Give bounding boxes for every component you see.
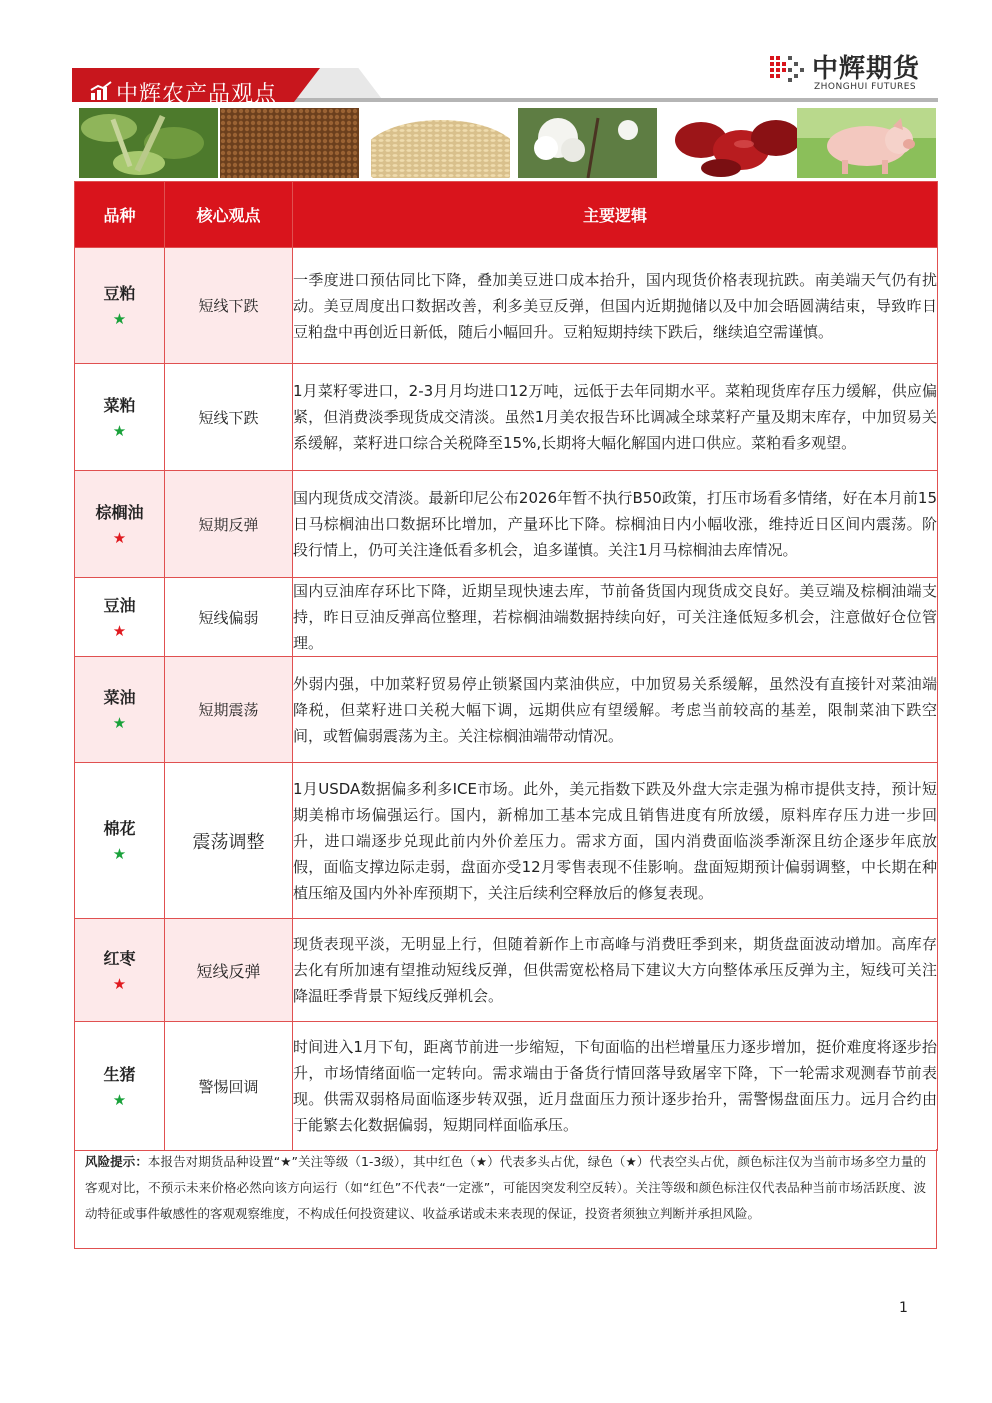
variety-cell — [75, 248, 165, 364]
core-view: 短线反弹 — [165, 919, 293, 1022]
star-icon: ★ — [112, 421, 127, 440]
cotton-image — [518, 108, 657, 178]
header-main-logic: 主要逻辑 — [293, 182, 938, 248]
table-row — [75, 657, 938, 763]
core-view: 短线下跌 — [165, 364, 293, 471]
title-banner-tail — [294, 68, 320, 102]
main-logic: 外弱内强，中加菜籽贸易停止锁紧国内菜油供应，中加贸易关系缓解，虽然没有直接针对菜油端降税，但菜籽进口关税大幅下调，远期供应有望缓解。考虑当前较高的基差，限制菜油下跌空间，或暂偏弱震荡为主。关注棕榈油端带动情况。 — [293, 657, 938, 763]
table-row — [75, 763, 938, 919]
header-core-view: 核心观点 — [165, 182, 293, 248]
variety-name: 菜油 — [103, 688, 136, 707]
star-icon: ★ — [112, 621, 127, 640]
table-row — [75, 1022, 938, 1151]
page-number: 1 — [899, 1300, 908, 1316]
core-view: 短线偏弱 — [165, 578, 293, 657]
risk-text: 本报告对期货品种设置“★”关注等级（1-3级），其中红色（★）代表多头占优，绿色（★）代表空头占优，颜色标注仅为当前市场多空力量的客观对比，不预示未来价格必然向该方向运行（如“红色”不代表“一定涨”，可能因突发利空反转）。关注等级和颜色标注仅代表品种当前市场活跃度、波动特征或事件敏感性的客观观察维度，不构成任何投资建议、收益承诺或未来表现的保证，投资者须独立判断并承担风险。 — [85, 1154, 926, 1221]
commodity-photo-strip — [79, 108, 937, 178]
title-banner — [72, 68, 294, 107]
soybean-pods-image — [79, 108, 218, 178]
table-row — [75, 578, 938, 657]
star-icon: ★ — [112, 528, 127, 547]
logo-grid-icon — [770, 54, 806, 84]
variety-cell — [75, 578, 165, 657]
table-row — [75, 471, 938, 578]
main-logic: 一季度进口预估同比下降，叠加美豆进口成本抬升，国内现货价格表现抗跌。南美端天气仍有扰动。美豆周度出口数据改善，利多美豆反弹，但国内近期抛储以及中加会晤圆满结束，导致昨日豆粕盘中再创近日新低，随后小幅回升。豆粕短期持续下跌后，继续追空需谨慎。 — [293, 248, 938, 364]
main-logic: 1月菜籽零进口，2-3月月均进口12万吨，远低于去年同期水平。菜粕现货库存压力缓解，供应偏紧，但消费淡季现货成交清淡。虽然1月美农报告环比调减全球菜籽产量及期末库存，中加贸易关系缓解，菜籽进口综合关税降至15%,长期将大幅化解国内进口供应。菜粕看多观望。 — [293, 364, 938, 471]
variety-cell — [75, 364, 165, 471]
logo-name-cn: 中辉期货 — [812, 54, 921, 84]
report-header — [72, 54, 938, 107]
page-title: 中辉农产品观点 — [116, 82, 278, 107]
variety-cell — [75, 657, 165, 763]
star-icon: ★ — [112, 974, 127, 993]
variety-cell — [75, 763, 165, 919]
star-icon: ★ — [112, 1090, 127, 1109]
core-view: 警惕回调 — [165, 1022, 293, 1151]
main-logic: 国内现货成交清淡。最新印尼公布2026年暂不执行B50政策，打压市场看多情绪，好在本月前15日马棕榈油出口数据环比增加，产量环比下降。棕榈油日内小幅收涨，维持近日区间内震荡。阶段行情上，仍可关注逢低看多机会，追多谨慎。关注1月马棕榈油去库情况。 — [293, 471, 938, 578]
star-icon: ★ — [112, 714, 127, 732]
commodity-view-table — [74, 181, 938, 1151]
main-logic: 时间进入1月下旬，距离节前进一步缩短，下旬面临的出栏增量压力逐步增加，挺价难度将逐步抬升，市场情绪面临一定转向。需求端由于备货行情回落导致屠宰下降，下一轮需求观测春节前表现。供需双弱格局面临逐步转双强，近月盘面压力预计逐步抬升，需警惕盘面压力。远月合约由于能繁去化数据偏弱，短期同样面临承压。 — [293, 1022, 938, 1151]
core-view: 震荡调整 — [165, 763, 293, 919]
variety-name: 棕榈油 — [95, 502, 144, 522]
variety-name: 棉花 — [103, 819, 136, 838]
red-dates-image — [666, 108, 805, 178]
logo-name-en: ZHONGHUI FUTURES — [814, 82, 917, 92]
company-logo — [770, 52, 938, 96]
main-logic: 国内豆油库存环比下降，近期呈现快速去库，节前备货国内现货成交良好。美豆端及棕榈油端支持，昨日豆油反弹高位整理，若棕榈油端数据持续向好，可关注逢低短多机会，注意做好仓位管理。 — [293, 578, 938, 657]
variety-name: 红枣 — [103, 948, 136, 968]
main-logic: 1月USDA数据偏多利多ICE市场。此外，美元指数下跌及外盘大宗走强为棉市提供支持，预计短期美棉市场偏强运行。国内，新棉加工基本完成且销售进度有所放缓，原料库存压力进一步回升，进口端逐步兑现此前内外价差压力。需求方面，国内消费面临淡季渐深且纺企逐步年底放假，面临支撑边际走弱，盘面亦受12月零售表现不佳影响。盘面短期预计偏弱调整，中长期在种植压缩及国内外补库预期下，关注后续利空释放后的修复表现。 — [293, 763, 938, 919]
risk-label: 风险提示： — [85, 1154, 148, 1169]
table-row — [75, 364, 938, 471]
pig-image — [797, 108, 936, 178]
variety-name: 豆油 — [103, 595, 136, 615]
core-view: 短线下跌 — [165, 248, 293, 364]
variety-cell — [75, 1022, 165, 1151]
star-icon: ★ — [112, 845, 127, 863]
variety-name: 豆粕 — [103, 284, 136, 303]
star-icon: ★ — [112, 310, 127, 328]
soymeal-image — [371, 108, 510, 178]
core-view: 短期震荡 — [165, 657, 293, 763]
main-logic: 现货表现平淡，无明显上行，但随着新作上市高峰与消费旺季到来，期货盘面波动增加。高库存去化有所加速有望推动短线反弹，但供需宽松格局下建议大方向整体承压反弹为主，短线可关注降温旺季背景下短线反弹机会。 — [293, 919, 938, 1022]
variety-name: 菜粕 — [103, 395, 136, 415]
variety-cell — [75, 919, 165, 1022]
header-variety: 品种 — [75, 182, 165, 248]
rapeseed-image — [220, 108, 359, 178]
table-header-row — [75, 182, 938, 248]
variety-name: 生猪 — [103, 1064, 136, 1084]
table-row — [75, 919, 938, 1022]
risk-disclaimer — [74, 1149, 937, 1249]
table-row — [75, 248, 938, 364]
core-view: 短期反弹 — [165, 471, 293, 578]
chart-icon — [90, 81, 112, 101]
variety-cell — [75, 471, 165, 578]
